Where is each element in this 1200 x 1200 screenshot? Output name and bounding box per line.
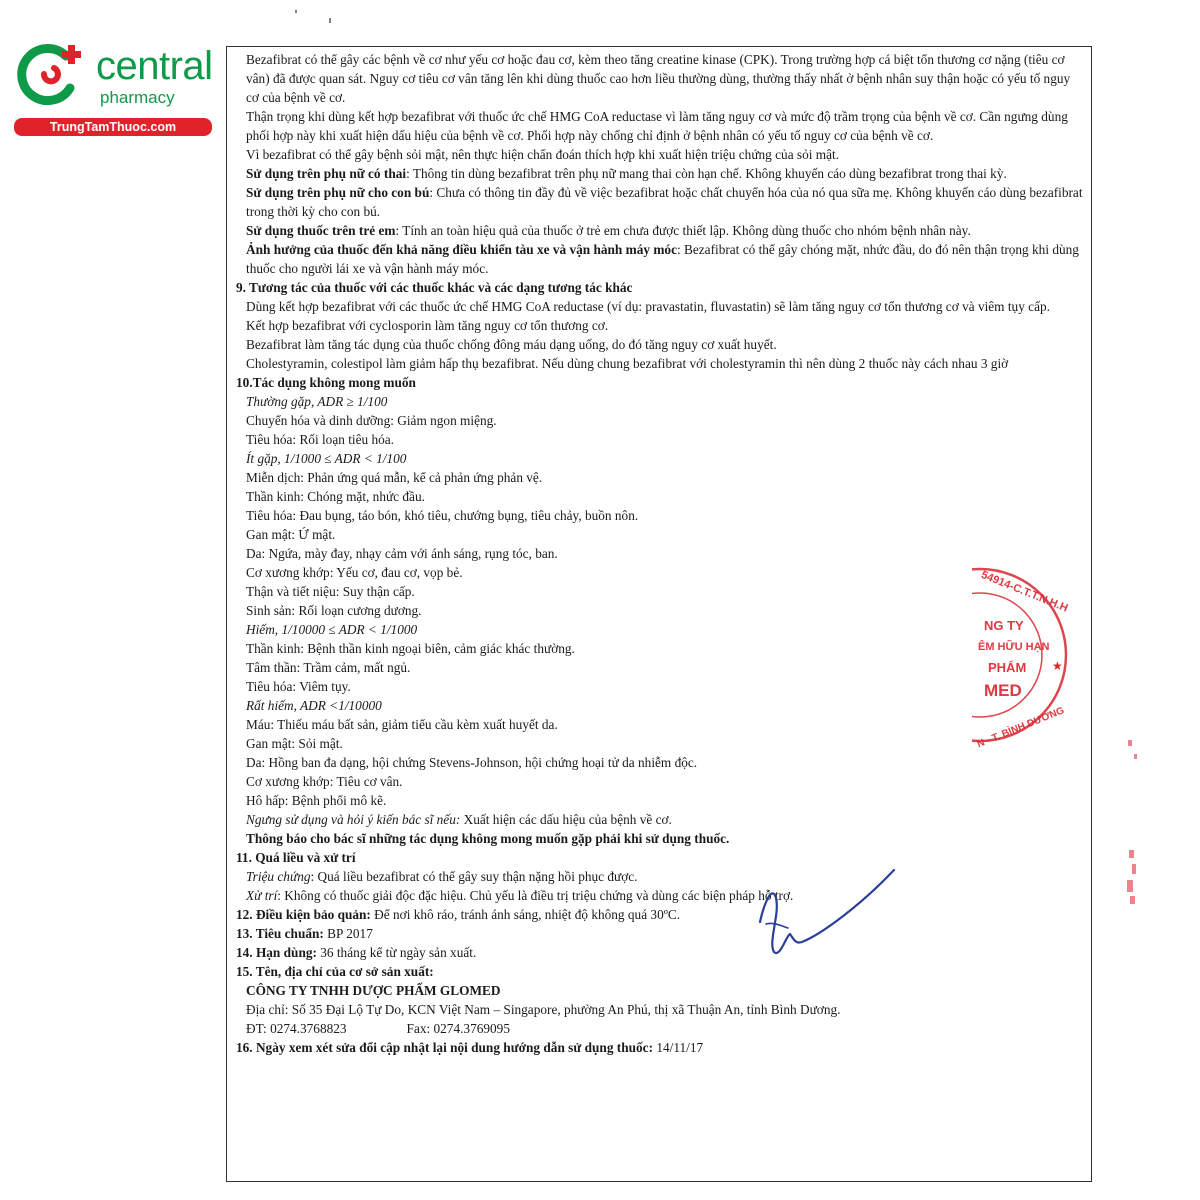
stamp-text-2: NG TY bbox=[984, 618, 1024, 633]
interaction-3: Bezafibrat làm tăng tác dụng của thuốc chống đông máu dạng uống, do đó tăng nguy cơ xuất huyết. bbox=[246, 337, 777, 352]
section-16-label: 16. Ngày xem xét sửa đổi cập nhật lại nội dung hướng dẫn sử dụng thuốc: bbox=[236, 1040, 654, 1055]
paragraph-children bbox=[236, 221, 1086, 240]
central-pharmacy-logo-icon bbox=[14, 40, 84, 110]
adr-item: Thận và tiết niệu: Suy thận cấp. bbox=[246, 584, 415, 599]
driving-text: : Bezafibrat có thể gây chóng mặt, nhức đầu, do đó nên thận trọng khi dùng thuốc cho người lái xe và vận hành máy móc. bbox=[246, 242, 1079, 276]
stamp-text-3: ÊM HỮU HẠN bbox=[978, 641, 1050, 653]
treatment-label: Xử trí bbox=[246, 888, 278, 903]
lactation-text: : Chưa có thông tin đầy đủ về việc bezafibrat hoặc chất chuyển hóa của nó qua sữa mẹ. Không khuyến cáo dùng bezafibrat trong thời kỳ cho con bú. bbox=[246, 185, 1083, 219]
company-fax: Fax: 0274.3769095 bbox=[406, 1021, 510, 1036]
section-15-title: 15. Tên, địa chỉ của cơ sở sản xuất: bbox=[236, 964, 434, 979]
section-13 bbox=[236, 924, 1086, 943]
stamp-text-5: MED bbox=[984, 681, 1022, 700]
company-stamp bbox=[972, 560, 1082, 750]
frequency-very-rare: Rất hiếm, ADR <1/10000 bbox=[246, 698, 382, 713]
overdose-treatment bbox=[236, 886, 1086, 905]
frequency-common: Thường gặp, ADR ≥ 1/100 bbox=[246, 394, 388, 409]
pregnancy-label: Sử dụng trên phụ nữ có thai bbox=[246, 166, 407, 181]
paragraph-lactation bbox=[236, 183, 1086, 221]
children-label: Sử dụng thuốc trên trẻ em bbox=[246, 223, 396, 238]
section-13-label: 13. Tiêu chuẩn: bbox=[236, 926, 324, 941]
children-text: : Tính an toàn hiệu quả của thuốc ở trẻ em chưa được thiết lập. Không dùng thuốc cho nhóm bệnh nhân này. bbox=[395, 223, 971, 238]
adr-item: Tâm thần: Trầm cảm, mất ngủ. bbox=[246, 660, 411, 675]
company-name: CÔNG TY TNHH DƯỢC PHẨM GLOMED bbox=[246, 983, 501, 998]
section-9-title: 9. Tương tác của thuốc với các thuốc khác và các dạng tương tác khác bbox=[236, 280, 633, 295]
section-16-date: 14/11/17 bbox=[653, 1040, 704, 1055]
adr-item: Gan mật: Sỏi mật. bbox=[246, 736, 343, 751]
adr-item: Cơ xương khớp: Tiêu cơ vân. bbox=[246, 774, 403, 789]
brand-name: central bbox=[96, 44, 213, 88]
stamp-star-icon: ★ bbox=[1052, 659, 1063, 673]
stop-use-label: Ngưng sử dụng và hỏi ý kiến bác sĩ nếu: bbox=[246, 812, 461, 827]
overdose-symptoms bbox=[236, 867, 1086, 886]
frequency-uncommon: Ít gặp, 1/1000 ≤ ADR < 1/100 bbox=[246, 451, 407, 466]
section-12-text: Để nơi khô ráo, tránh ánh sáng, nhiệt độ không quá 30ºC. bbox=[370, 907, 681, 922]
adr-item: Da: Hồng ban đa dạng, hội chứng Stevens-Johnson, hội chứng hoại tử da nhiễm độc. bbox=[246, 755, 698, 770]
adr-item: Cơ xương khớp: Yếu cơ, đau cơ, vọp bẻ. bbox=[246, 565, 463, 580]
company-contact bbox=[236, 1019, 1086, 1038]
treatment-text: : Không có thuốc giải độc đặc hiệu. Chủ yếu là điều trị triệu chứng và dùng các biện pháp hỗ trợ. bbox=[277, 888, 794, 903]
symptoms-label: Triệu chứng bbox=[246, 869, 311, 884]
interaction-2: Kết hợp bezafibrat với cyclosporin làm tăng nguy cơ tổn thương cơ. bbox=[246, 318, 609, 333]
stop-use-text: Xuất hiện các dấu hiệu của bệnh về cơ. bbox=[460, 812, 672, 827]
brand-logo bbox=[10, 38, 215, 138]
symptoms-text: : Quá liều bezafibrat có thể gây suy thận nặng hồi phục được. bbox=[310, 869, 638, 884]
adr-item: Da: Ngứa, mày đay, nhạy cảm với ánh sáng, rụng tóc, ban. bbox=[246, 546, 558, 561]
paragraph-gallstones: Vì bezafibrat có thể gây bệnh sỏi mật, nên thực hiện chẩn đoán thích hợp khi xuất hiện triệu chứng của sỏi mật. bbox=[246, 147, 840, 162]
interaction-1: Dùng kết hợp bezafibrat với các thuốc ức chế HMG CoA reductase (ví dụ: pravastatin, fluvastatin) sẽ làm tăng nguy cơ tổn thương cơ và viêm tụy cấp. bbox=[246, 299, 1050, 314]
brand-subtitle: pharmacy bbox=[100, 88, 175, 107]
adr-item: Gan mật: Ứ mật. bbox=[246, 527, 336, 542]
stamp-text-4: PHẨM bbox=[988, 660, 1027, 675]
pregnancy-text: : Thông tin dùng bezafibrat trên phụ nữ mang thai còn hạn chế. Không khuyến cáo dùng bezafibrat trong thai kỳ. bbox=[406, 166, 1007, 181]
paragraph-hmg-caution: Thận trọng khi dùng kết hợp bezafibrat với thuốc ức chế HMG CoA reductase vì làm tăng nguy cơ và mức độ trầm trọng của bệnh về cơ. Cần ngưng dùng phối hợp này khi xuất hiện dấu hiệu của bệnh về cơ. Phối hợp này chống chỉ định ở bệnh nhân có yếu tố nguy cơ của bệnh về cơ. bbox=[246, 109, 1068, 143]
company-address: Địa chỉ: Số 35 Đại Lộ Tự Do, KCN Việt Nam – Singapore, phường An Phú, thị xã Thuận An, tỉnh Bình Dương. bbox=[246, 1002, 841, 1017]
document-body bbox=[236, 50, 1086, 1057]
section-12 bbox=[236, 905, 1086, 924]
adr-item: Tiêu hóa: Rối loạn tiêu hóa. bbox=[246, 432, 394, 447]
adr-item: Miễn dịch: Phản ứng quá mẫn, kể cả phản ứng phản vệ. bbox=[246, 470, 543, 485]
company-phone: ĐT: 0274.3768823 bbox=[246, 1021, 347, 1036]
stamp-text-1: 54914-C.T.T.N.H.H bbox=[979, 568, 1070, 615]
stop-use-note bbox=[236, 810, 1086, 829]
adr-item: Chuyển hóa và dinh dưỡng: Giảm ngon miệng. bbox=[246, 413, 497, 428]
stamp-residue bbox=[1120, 730, 1146, 910]
adr-item: Thần kinh: Bệnh thần kinh ngoại biên, cảm giác khác thường. bbox=[246, 641, 575, 656]
section-14-text: 36 tháng kể từ ngày sản xuất. bbox=[316, 945, 477, 960]
adr-item: Thần kinh: Chóng mặt, nhức đầu. bbox=[246, 489, 425, 504]
adr-item: Hô hấp: Bệnh phổi mô kẽ. bbox=[246, 793, 387, 808]
signature bbox=[752, 864, 902, 964]
notify-doctor-note: Thông báo cho bác sĩ những tác dụng không mong muốn gặp phải khi sử dụng thuốc. bbox=[246, 831, 730, 846]
section-11-title: 11. Quá liều và xử trí bbox=[236, 850, 356, 865]
section-16 bbox=[236, 1038, 1086, 1057]
paragraph-driving bbox=[236, 240, 1086, 278]
lactation-label: Sử dụng trên phụ nữ cho con bú bbox=[246, 185, 430, 200]
paragraph-pregnancy bbox=[236, 164, 1086, 183]
adr-item: Máu: Thiếu máu bất sản, giảm tiểu cầu kèm xuất huyết da. bbox=[246, 717, 558, 732]
adr-item: Sinh sản: Rối loạn cương dương. bbox=[246, 603, 422, 618]
adr-item: Tiêu hóa: Đau bụng, táo bón, khó tiêu, chướng bụng, tiêu chảy, buồn nôn. bbox=[246, 508, 639, 523]
section-12-label: 12. Điều kiện bảo quản: bbox=[236, 907, 371, 922]
section-10-title: 10.Tác dụng không mong muốn bbox=[236, 375, 416, 390]
driving-label: Ảnh hưởng của thuốc đến khả năng điều khiển tàu xe và vận hành máy móc bbox=[246, 242, 677, 257]
adr-item: Tiêu hóa: Viêm tụy. bbox=[246, 679, 351, 694]
brand-url[interactable]: TrungTamThuoc.com bbox=[14, 118, 212, 136]
section-14 bbox=[236, 943, 1086, 962]
stamp-text-6: N - T. BÌNH DƯƠNG bbox=[975, 705, 1066, 750]
paragraph-myopathy: Bezafibrat có thể gây các bệnh về cơ như yếu cơ hoặc đau cơ, kèm theo tăng creatine kinase (CPK). Trong trường hợp cá biệt tổn thương cơ nặng (tiêu cơ vân) đã được quan sát. Nguy cơ tiêu cơ vân tăng lên khi dùng thuốc cao hơn liều thường dùng, thường thấy nhất ở bệnh nhân suy thận hoặc có yếu tố nguy cơ của bệnh về cơ. bbox=[246, 52, 1071, 105]
frequency-rare: Hiếm, 1/10000 ≤ ADR < 1/1000 bbox=[246, 622, 418, 637]
section-13-text: BP 2017 bbox=[323, 926, 373, 941]
scan-marks bbox=[290, 4, 350, 24]
interaction-4: Cholestyramin, colestipol làm giảm hấp thụ bezafibrat. Nếu dùng chung bezafibrat với cholestyramin thì nên dùng 2 thuốc này cách nhau 3 giờ bbox=[246, 356, 1009, 371]
section-14-label: 14. Hạn dùng: bbox=[236, 945, 317, 960]
